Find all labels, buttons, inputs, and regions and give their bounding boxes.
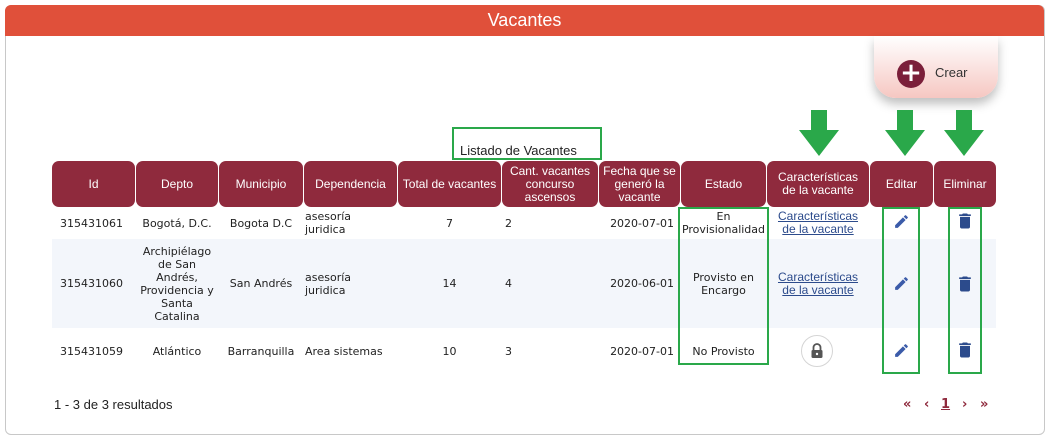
cell-fecha: 2020-06-01 xyxy=(610,277,674,290)
header-id[interactable]: Id xyxy=(52,161,135,207)
cell-estado: En Provisionalidad xyxy=(681,210,766,236)
cell-fecha: 2020-07-01 xyxy=(610,344,674,358)
arrow-down-icon xyxy=(944,110,984,156)
header-estado[interactable]: Estado xyxy=(681,161,766,207)
header-editar: Editar xyxy=(870,161,933,207)
header-cant[interactable]: Cant. vacantes concurso ascensos xyxy=(502,161,598,207)
pagination-current[interactable]: 1 xyxy=(941,397,951,412)
cell-cant: 3 xyxy=(505,344,512,358)
caracteristicas-link[interactable]: Características de la vacante xyxy=(777,209,859,236)
plus-icon: + xyxy=(897,60,925,88)
cell-depto: Bogotá, D.C. xyxy=(142,216,212,230)
page-title: Vacantes xyxy=(5,5,1044,36)
pagination-last[interactable]: » xyxy=(980,397,989,412)
arrow-down-icon xyxy=(885,110,925,156)
estado-highlight xyxy=(678,207,769,365)
lock-icon xyxy=(810,343,824,359)
cell-cant: 4 xyxy=(505,277,512,290)
cell-dependencia: asesoría juridica xyxy=(305,210,352,236)
cell-total: 7 xyxy=(446,216,453,230)
caracteristicas-cell xyxy=(770,207,866,239)
cell-id: 315431059 xyxy=(60,344,123,358)
caracteristicas-link[interactable]: Características de la vacante xyxy=(777,269,859,297)
header-dependencia[interactable]: Dependencia xyxy=(304,161,397,207)
eliminar-highlight xyxy=(948,207,982,374)
header-fecha[interactable]: Fecha que se generó la vacante xyxy=(599,161,680,207)
header-eliminar: Eliminar xyxy=(934,161,996,207)
caracteristicas-cell xyxy=(770,239,866,328)
header-caracteristicas[interactable]: Características de la vacante xyxy=(767,161,869,207)
cell-depto: Atlántico xyxy=(152,344,202,358)
table-caption: Listado de Vacantes xyxy=(460,143,577,158)
pagination-prev[interactable]: ‹ xyxy=(924,397,930,412)
header-total[interactable]: Total de vacantes xyxy=(398,161,501,207)
cell-municipio: San Andrés xyxy=(229,277,293,290)
header-municipio[interactable]: Municipio xyxy=(219,161,303,207)
cell-cant: 2 xyxy=(505,216,512,230)
results-count: 1 - 3 de 3 resultados xyxy=(54,397,173,412)
create-button-label: Crear xyxy=(935,65,968,80)
cell-id: 315431061 xyxy=(60,216,123,230)
cell-depto: Archipiélago de San Andrés, Providencia y Santa Catalina xyxy=(140,244,214,323)
create-button[interactable] xyxy=(874,36,998,98)
editar-highlight xyxy=(882,207,920,374)
cell-id: 315431060 xyxy=(60,277,123,290)
cell-total: 14 xyxy=(442,277,457,290)
pagination-first[interactable]: « xyxy=(903,397,912,412)
pagination-next[interactable]: › xyxy=(962,397,968,412)
cell-municipio: Bogota D.C xyxy=(229,216,293,230)
cell-estado: Provisto en Encargo xyxy=(692,270,755,297)
cell-estado: No Provisto xyxy=(692,344,755,358)
cell-municipio: Barranquilla xyxy=(227,344,295,358)
lock-button[interactable] xyxy=(801,335,833,367)
cell-fecha: 2020-07-01 xyxy=(610,216,674,230)
arrow-down-icon xyxy=(799,110,839,156)
cell-dependencia: Area sistemas xyxy=(305,344,383,358)
header-depto[interactable]: Depto xyxy=(136,161,218,207)
cell-dependencia: asesoría juridica xyxy=(305,270,352,297)
cell-total: 10 xyxy=(442,344,457,358)
